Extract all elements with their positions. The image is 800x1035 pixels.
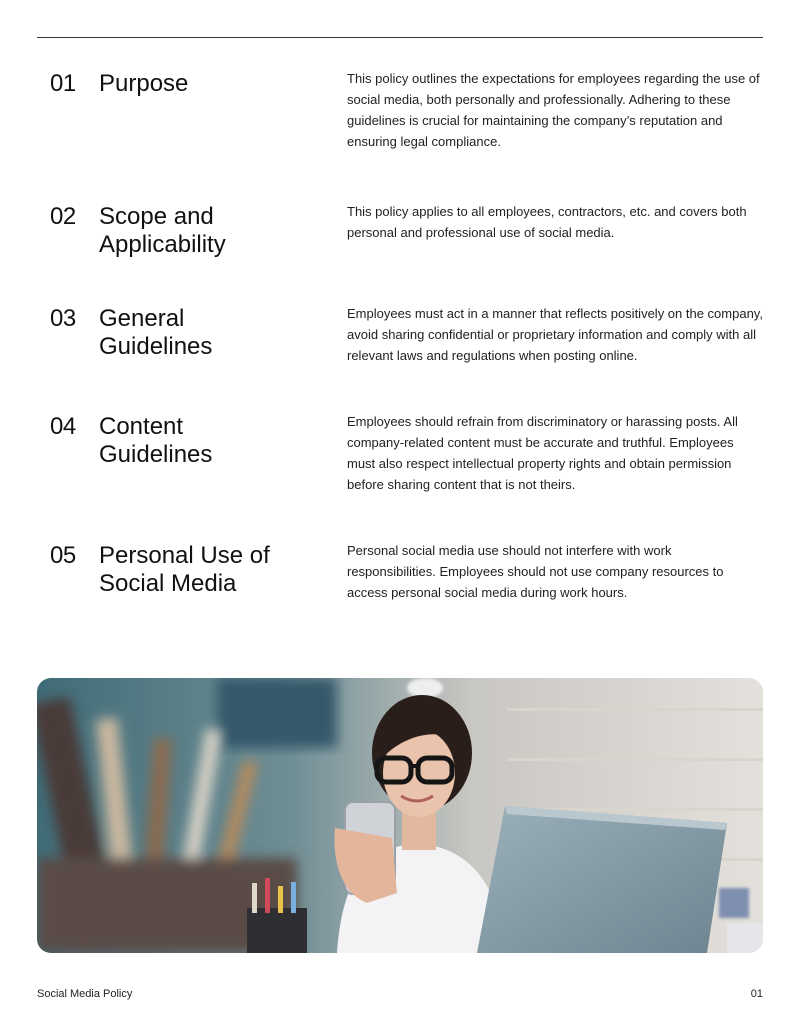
section-body: Employees should refrain from discriminatory or harassing posts. All company-related content must be accurate and truthful. Employees must also respect intellectual property rights and obtain permission before sharing content that is not theirs.: [347, 414, 738, 492]
section-title: Purpose: [99, 70, 189, 97]
hero-photo: [37, 678, 763, 953]
section-body: Personal social media use should not interfere with work responsibilities. Employees should not use company resources to access personal social media during work hours.: [347, 543, 724, 600]
section-title: General Guidelines: [99, 305, 213, 360]
section-title: Scope and Applicability: [99, 203, 226, 258]
section-number: 02: [50, 203, 76, 230]
section-number: 01: [50, 70, 76, 97]
section-body: This policy outlines the expectations for employees regarding the use of social media, both personally and professionally. Adhering to these guidelines is crucial for maintaining the company’s reputation and ensuring legal compliance.: [347, 71, 760, 149]
top-divider: [37, 37, 763, 38]
section-number: 03: [50, 305, 76, 332]
section-body: Employees must act in a manner that reflects positively on the company, avoid sharing confidential or proprietary information and comply with all relevant laws and regulations when posting online.: [347, 306, 763, 363]
footer-page-number: 01: [750, 988, 763, 1000]
section-body: This policy applies to all employees, contractors, etc. and covers both personal and professional use of social media.: [347, 204, 747, 240]
section-title: Content Guidelines: [99, 413, 213, 468]
section-title: Personal Use of Social Media: [99, 542, 270, 597]
footer-document-title: Social Media Policy: [37, 988, 133, 1000]
section-number: 04: [50, 413, 76, 440]
section-number: 05: [50, 542, 76, 569]
